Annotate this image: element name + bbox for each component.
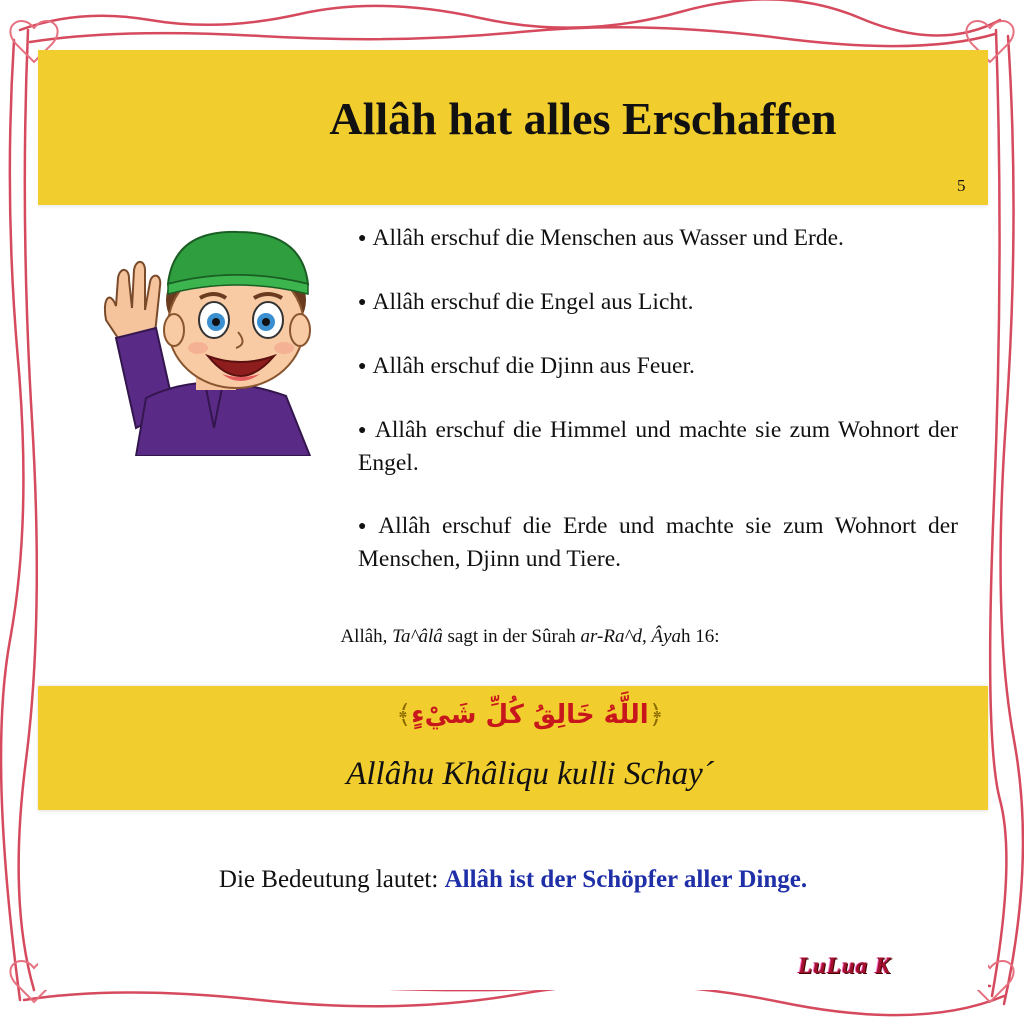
ornament-bracket-icon: ﴾ [396,700,412,730]
creation-list [358,222,958,606]
verse-arabic: ﴿اللَّهُ خَالِقُ كُلِّ شَيْءٍ﴾ [396,700,664,730]
signature-logo: LuLua K [798,953,892,978]
page-number: 5 [957,176,966,195]
ornament-bracket-icon: ﴿ [648,700,664,730]
waving-boy-illustration [96,228,316,456]
list-item: ● Allâh erschuf die Himmel und machte sie zum Wohnort der Engel. [358,417,958,476]
verse-transliteration: Allâhu Khâliqu kulli Schay´ [346,756,714,792]
list-item: ● Allâh erschuf die Djinn aus Feuer. [358,353,695,379]
verse-reference: Allâh, Ta^âlâ sagt in der Sûrah ar-Ra^d, Âyah 16: [340,626,720,647]
list-item: ● Allâh erschuf die Menschen aus Wasser und Erde. [358,225,844,251]
list-item: ● Allâh erschuf die Erde und machte sie zum Wohnort der Menschen, Djinn und Tiere. [358,513,958,572]
verse-meaning: Die Bedeutung lautet: Allâh ist der Schöpfer aller Dinge. [218,866,808,893]
list-item: ● Allâh erschuf die Engel aus Licht. [358,289,694,315]
page-title: Allâh hat alles Erschaffen [329,93,837,144]
